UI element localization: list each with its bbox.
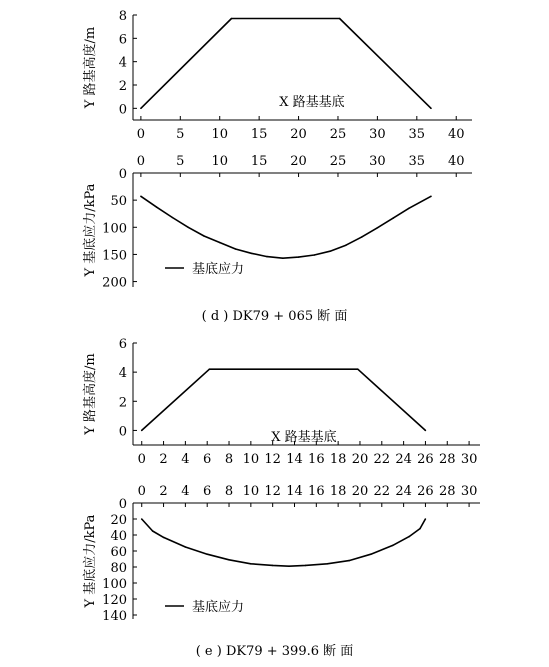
x-tick-label: 4 [181,484,190,499]
data-point [326,563,328,565]
x-tick-label: 2 [159,452,168,467]
y-tick-label: 200 [102,275,127,291]
stress-chart-d [82,154,472,291]
embankment-chart-e [82,337,480,467]
legend-label: 基底应力 [192,600,245,615]
x-tick-label: 6 [203,484,212,499]
x-tick-label: 26 [417,484,434,499]
x-tick-label: 18 [329,452,347,467]
x-tick-label: 30 [369,154,386,169]
x-tick-label: 20 [290,127,307,142]
y-axis-label: Y 基底应力/kPa [83,514,98,608]
data-point [250,563,252,565]
x-tick-label: 2 [159,484,168,499]
caption-d: ( d ) DK79 + 065 断 面 [201,309,348,324]
y-tick-label: 8 [118,9,127,24]
y-tick-label: 100 [102,577,127,592]
y-tick-label: 6 [118,32,127,48]
data-point [228,559,230,561]
y-tick-label: 60 [110,545,127,560]
data-point [314,254,316,256]
x-tick-label: 14 [286,452,303,467]
x-tick-label: 15 [250,127,268,142]
x-tick-label: 20 [351,484,369,499]
data-point [339,18,341,20]
data-point [152,530,154,532]
data-point [266,256,268,258]
x-tick-label: 22 [373,484,391,499]
data-point [219,242,221,244]
x-tick-label: 0 [136,127,146,142]
x-tick-label: 10 [242,452,260,467]
data-point [163,537,165,539]
y-tick-label: 2 [118,79,127,94]
y-axis-label: Y 路基高度/m [83,353,98,435]
x-tick-label: 22 [373,452,391,467]
x-tick-label: 12 [264,484,281,499]
x-axis-label: X 路基基底 [271,430,337,445]
y-axis-label: Y 路基高度/m [83,26,98,109]
data-point [348,560,350,562]
base-stress-line [141,196,431,258]
x-tick-label: 0 [137,484,146,499]
data-point [156,206,158,208]
y-tick-label: 2 [118,395,127,411]
x-axis-label: X 路基基底 [279,95,345,110]
data-point [408,208,410,210]
base-stress-line [142,519,426,566]
data-point [305,565,307,567]
x-tick-label: 16 [308,484,325,499]
y-tick-label: 0 [118,424,127,440]
x-tick-label: 25 [329,127,347,142]
x-tick-label: 40 [447,127,465,142]
data-point [361,236,363,238]
data-point [329,250,331,252]
data-point [251,253,253,255]
data-point [298,256,300,258]
x-tick-label: 10 [211,154,228,169]
x-tick-label: 24 [395,484,412,499]
x-tick-label: 26 [417,452,434,467]
caption-e: ( e ) DK79 + 399.6 断 面 [195,644,354,659]
x-tick-label: 28 [438,484,456,499]
x-tick-label: 8 [224,484,234,499]
data-point [282,257,284,259]
x-tick-label: 5 [176,154,185,169]
data-point [392,217,394,219]
data-point [345,244,347,246]
stress-chart-e [82,484,480,624]
data-point [209,368,211,370]
y-tick-label: 20 [110,513,127,528]
x-tick-label: 8 [224,452,234,467]
x-tick-label: 24 [395,452,412,467]
y-tick-label: 150 [102,248,127,264]
x-tick-label: 35 [408,127,426,142]
y-tick-label: 140 [102,609,127,624]
x-tick-label: 30 [369,127,386,142]
data-point [141,430,143,432]
data-point [370,553,372,555]
y-tick-label: 120 [102,593,127,608]
x-tick-label: 16 [308,452,325,467]
data-point [377,227,379,229]
data-point [203,235,205,237]
x-tick-label: 10 [211,127,228,142]
data-point [187,227,189,229]
data-point [235,248,237,250]
data-point [172,217,174,219]
x-tick-label: 10 [242,484,260,499]
x-tick-label: 40 [447,154,465,169]
data-point [231,18,233,20]
data-point [288,565,290,567]
y-axis-label: Y 基底应力/kPa [83,183,98,277]
y-tick-label: 50 [110,194,127,210]
y-tick-label: 0 [118,497,127,512]
x-tick-label: 35 [408,154,426,169]
x-tick-label: 6 [203,452,212,467]
x-tick-label: 0 [136,154,146,169]
x-tick-label: 30 [460,484,478,499]
y-tick-label: 100 [102,221,127,237]
data-point [430,196,432,198]
x-tick-label: 15 [250,154,268,169]
data-point [140,196,142,198]
x-tick-label: 18 [329,484,347,499]
data-point [419,528,421,530]
y-tick-label: 80 [110,561,127,576]
data-point [185,546,187,548]
data-point [425,430,427,432]
x-tick-label: 5 [176,127,185,142]
data-point [141,518,143,520]
x-tick-label: 30 [460,452,478,467]
data-point [392,545,394,547]
data-point [206,553,208,555]
data-point [408,536,410,538]
x-tick-label: 20 [290,154,307,169]
x-tick-label: 4 [181,452,190,467]
embankment-chart-d [82,9,472,142]
y-tick-label: 0 [118,167,127,182]
data-point [140,108,142,110]
data-point [357,368,359,370]
embankment-profile-line [142,369,426,430]
y-tick-label: 40 [110,529,127,544]
data-point [272,565,274,567]
x-tick-label: 12 [264,452,281,467]
x-tick-label: 28 [438,452,456,467]
x-tick-label: 20 [351,452,369,467]
x-tick-label: 14 [286,484,303,499]
legend-label: 基底应力 [192,262,245,277]
y-tick-label: 4 [118,366,127,382]
data-point [425,518,427,520]
x-tick-label: 0 [137,452,146,467]
x-tick-label: 25 [329,154,347,169]
y-tick-label: 4 [118,55,127,71]
data-point [430,108,432,110]
y-tick-label: 6 [118,337,127,352]
y-tick-label: 0 [118,102,127,118]
